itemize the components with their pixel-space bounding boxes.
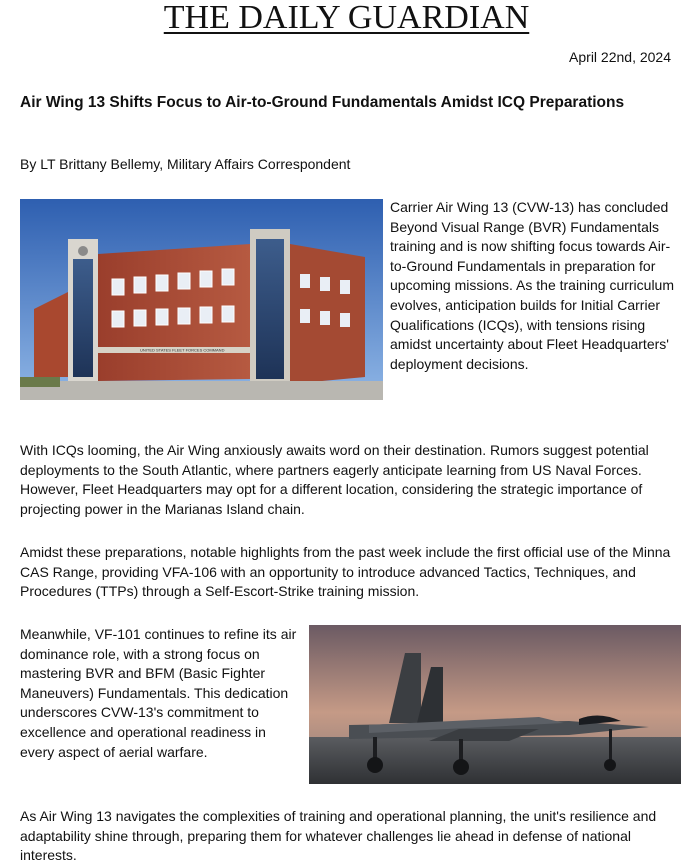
publication-date: April 22nd, 2024 xyxy=(569,49,671,65)
article-paragraph-1: Carrier Air Wing 13 (CVW-13) has concluded Beyond Visual Range (BVR) Fundamentals training and is now shifting focus towards Air-to-Ground Fundamentals in preparation for upcoming missions. As the training curriculum evolves, anticipation builds for Initial Carrier Qualifications (ICQs), with tensions rising amidst uncertainty about Fleet Headquarters' deployment decisions. xyxy=(390,199,675,372)
article-headline: Air Wing 13 Shifts Focus to Air-to-Ground Fundamentals Amidst ICQ Preparations xyxy=(20,94,625,111)
article-paragraph-4: Meanwhile, VF-101 continues to refine its air dominance role, with a strong focus on mastering BVR and BFM (Basic Fighter Maneuvers) Fundamentals. This dedication underscores CVW-13's commitment to excellence and operational readiness in every aspect of aerial warfare. xyxy=(20,626,297,760)
building-sign-text: UNITED STATES FLEET FORCES COMMAND xyxy=(140,347,225,353)
article-paragraph-2: With ICQs looming, the Air Wing anxiously awaits word on their destination. Rumors suggest potential deployments to the South Atlantic, where partners eagerly anticipate learning from US Naval Forces. However, Fleet Headquarters may opt for a different location, considering the strategic importance of projecting power in the Marianas Island chain. xyxy=(20,442,649,517)
newspaper-masthead: THE DAILY GUARDIAN xyxy=(163,0,530,36)
fighter-jet-photo xyxy=(309,625,681,784)
headquarters-building-photo xyxy=(20,199,383,400)
article-paragraph-3: Amidst these preparations, notable highlights from the past week include the first official use of the Minna CAS Range, providing VFA-106 with an opportunity to introduce advanced Tactics, Techniques, and Procedures (TTPs) through a Self-Escort-Strike training mission. xyxy=(20,544,671,600)
article-paragraph-5: As Air Wing 13 navigates the complexities of training and operational planning, the unit's resilience and adaptability shine through, preparing them for whatever challenges lie ahead in defense of national interests. xyxy=(20,808,657,864)
article-byline: By LT Brittany Bellemy, Military Affairs Correspondent xyxy=(20,156,351,172)
